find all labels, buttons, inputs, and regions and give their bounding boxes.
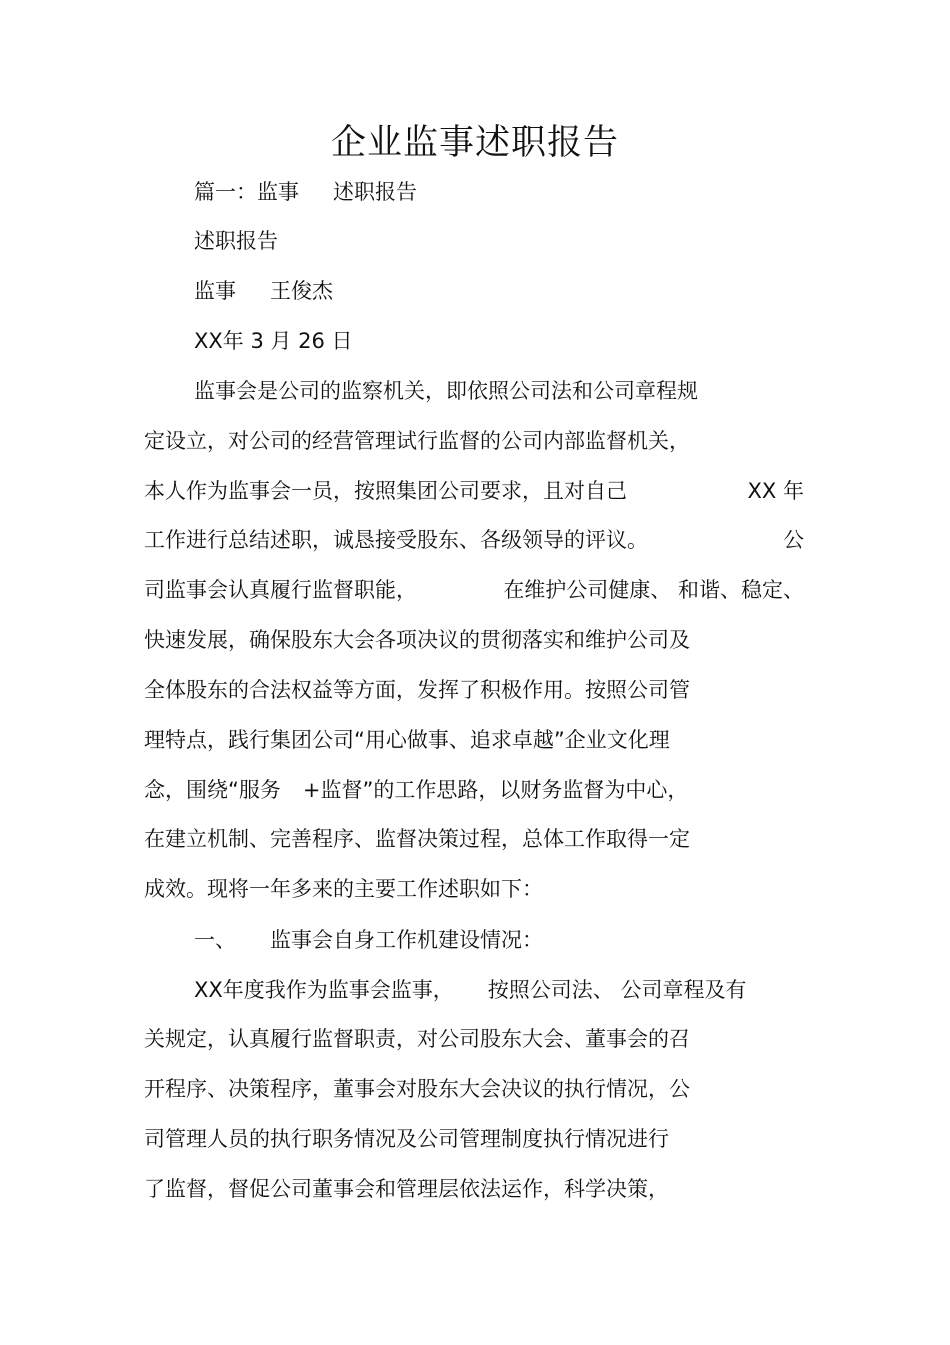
text-segment: 公 [783, 528, 804, 552]
body-line: 快速发展，确保股东大会各项决议的贯彻落实和维护公司及 [144, 628, 690, 652]
text-segment: XX 年 [747, 479, 804, 503]
section-line: 开程序、决策程序，董事会对股东大会决议的执行情况，公 [144, 1077, 690, 1101]
document-title: 企业监事述职报告 [330, 123, 619, 163]
body-line [144, 570, 804, 610]
text-segment: 工作进行总结述职，诚恳接受股东、各级领导的评议。 [144, 528, 648, 552]
section-line: 司管理人员的执行职务情况及公司管理制度执行情况进行 [144, 1127, 669, 1151]
body-line: 定设立，对公司的经营管理试行监督的公司内部监督机关， [144, 429, 690, 453]
body-line [144, 520, 804, 560]
body-line: 全体股东的合法权益等方面，发挥了积极作用。按照公司管 [144, 678, 690, 702]
section-line: 关规定，认真履行监督职责，对公司股东大会、董事会的召 [144, 1027, 690, 1051]
heading-line-report [194, 221, 874, 261]
heading-line-author [194, 271, 874, 311]
section-number: 一、 [194, 928, 236, 952]
body-line [144, 471, 804, 511]
heading-line-date [194, 321, 874, 361]
section-line: 了监督，督促公司董事会和管理层依法运作，科学决策， [144, 1177, 669, 1201]
body-line: 理特点，践行集团公司“用心做事、追求卓越”企业文化理 [144, 728, 670, 752]
text-segment: XX年度我作为监事会监事， [194, 978, 454, 1002]
text-segment: 篇一：监事 [194, 180, 299, 204]
section-heading [194, 920, 874, 960]
text-segment: 念，围绕“服务 [144, 778, 281, 802]
text-segment: 监事 [194, 279, 236, 303]
text-segment: 述职报告 [333, 180, 417, 204]
report-date: XX年 3 月 26 日 [194, 329, 353, 353]
text-segment: +监督”的工作思路，以财务监督为中心， [302, 778, 689, 802]
body-line: 监事会是公司的监察机关，即依照公司法和公司章程规 [194, 379, 698, 403]
text-segment: 按照公司法、 公司章程及有 [487, 978, 747, 1002]
text-segment: 述职报告 [194, 229, 278, 253]
text-segment: 司监事会认真履行监督职能， [144, 578, 417, 602]
body-line [144, 770, 824, 810]
text-segment: 在维护公司健康、 和谐、稳定、 [503, 578, 804, 602]
author-name: 王俊杰 [270, 279, 333, 303]
section-title: 监事会自身工作机建设情况： [270, 928, 543, 952]
body-line: 成效。现将一年多来的主要工作述职如下： [144, 877, 543, 901]
heading-line-type [194, 172, 874, 212]
section-line [194, 970, 874, 1010]
text-segment: 本人作为监事会一员，按照集团公司要求，且对自己 [144, 479, 627, 503]
body-line: 在建立机制、完善程序、监督决策过程，总体工作取得一定 [144, 827, 690, 851]
